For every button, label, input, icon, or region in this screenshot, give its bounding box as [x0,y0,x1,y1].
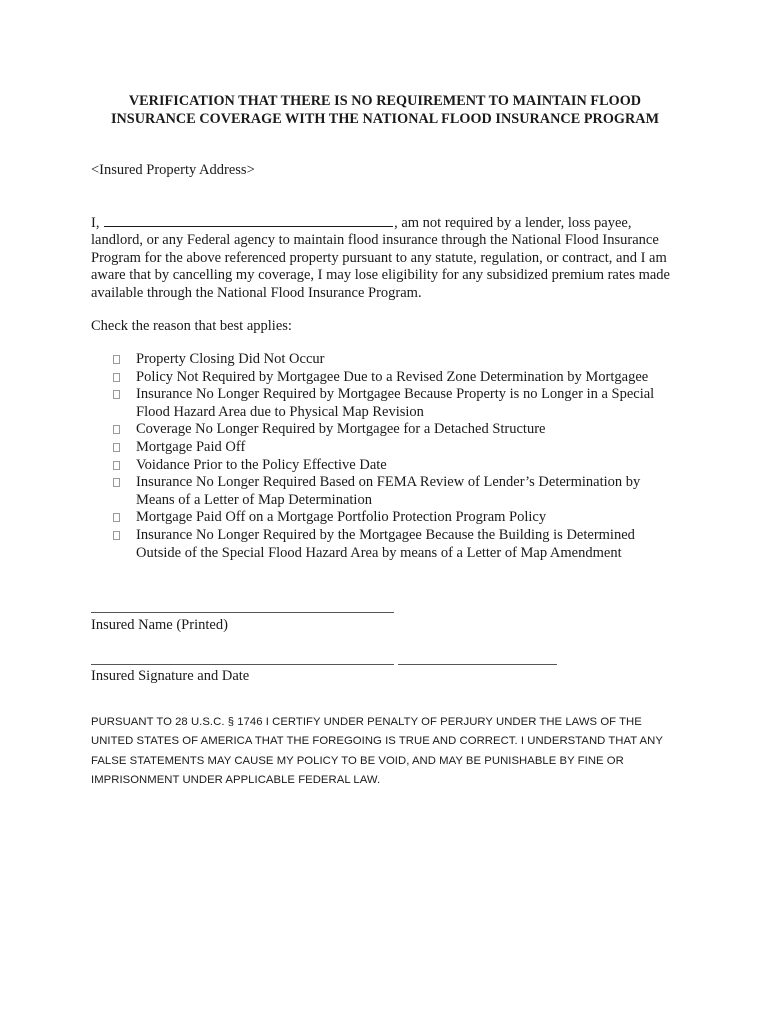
certification-line-2: UNITED STATES OF AMERICA THAT THE FOREGOING IS TRUE AND CORRECT. I UNDERSTAND THAT ANY [91,735,663,748]
reason-text-line-1: Policy Not Required by Mortgagee Due to a Revised Zone Determination by Mortgagee [136,368,649,385]
statement-line-5: available through the National Flood Insurance Program. [91,284,422,301]
reason-text-line-1: Insurance No Longer Required by the Mortgagee Because the Building is Determined [136,526,635,543]
insured-name-line[interactable] [91,612,394,613]
statement-prefix: I, [91,215,100,231]
checkbox[interactable] [113,373,120,382]
checkbox[interactable] [113,355,120,364]
reason-text-line-2: Outside of the Special Flood Hazard Area by means of a Letter of Map Amendment [136,544,622,561]
reason-text-line-1: Insurance No Longer Required by Mortgagee Because Property is no Longer in a Special [136,386,655,403]
certification-line-1: PURSUANT TO 28 U.S.C. § 1746 I CERTIFY UNDER PENALTY OF PERJURY UNDER THE LAWS OF THE [91,716,642,728]
checkbox[interactable] [113,531,120,540]
reason-item[interactable] [113,421,693,439]
reason-text-line-1: Mortgage Paid Off [136,438,246,455]
statement-line-2: landlord, or any Federal agency to maintain flood insurance through the National Flood Insurance [91,232,659,249]
reason-item[interactable] [113,439,693,457]
checkbox[interactable] [113,425,120,434]
reason-item[interactable] [113,386,693,421]
checkbox[interactable] [113,390,120,399]
property-address-placeholder[interactable]: <Insured Property Address> [91,162,255,178]
reason-item[interactable] [113,509,693,527]
signature-date-line[interactable] [398,664,557,665]
reason-text-line-2: Flood Hazard Area due to Physical Map Revision [136,403,424,420]
reason-item[interactable] [113,527,693,562]
statement-line-3: Program for the above referenced property pursuant to any statute, regulation, or contract, and I am [91,249,667,266]
reason-text-line-1: Mortgage Paid Off on a Mortgage Portfolio Protection Program Policy [136,509,547,526]
insured-signature-line[interactable] [91,664,394,665]
reason-text-line-1: Insurance No Longer Required Based on FEMA Review of Lender’s Determination by [136,474,641,491]
statement-line-1-suffix: , am not required by a lender, loss payee, [394,215,632,231]
statement-line-4: aware that by cancelling my coverage, I may lose eligibility for any subsidized premium rates made [91,267,670,284]
insured-name-blank[interactable] [104,213,393,227]
title-line-1: VERIFICATION THAT THERE IS NO REQUIREMENT TO MAINTAIN FLOOD [128,93,642,109]
verification-statement [91,213,681,302]
insured-signature-label: Insured Signature and Date [91,668,250,684]
insured-name-label: Insured Name (Printed) [91,617,228,633]
document-title [80,93,690,128]
reason-text-line-2: Means of a Letter of Map Determination [136,491,372,508]
checkbox[interactable] [113,478,120,487]
check-instruction: Check the reason that best applies: [91,318,292,334]
reason-text-line-1: Voidance Prior to the Policy Effective Date [136,456,387,473]
certification-line-3: FALSE STATEMENTS MAY CAUSE MY POLICY TO BE VOID, AND MAY BE PUNISHABLE BY FINE OR [91,754,624,767]
certification-line-4: IMPRISONMENT UNDER APPLICABLE FEDERAL LAW. [91,773,381,786]
reason-text-line-1: Coverage No Longer Required by Mortgagee for a Detached Structure [136,421,546,438]
perjury-certification [91,713,691,790]
title-line-2: INSURANCE COVERAGE WITH THE NATIONAL FLOOD INSURANCE PROGRAM [110,110,660,127]
reason-item[interactable] [113,474,693,509]
checkbox[interactable] [113,443,120,452]
reason-item[interactable] [113,351,693,369]
checkbox[interactable] [113,461,120,470]
reason-checklist [113,351,693,562]
checkbox[interactable] [113,513,120,522]
statement-line-1 [91,213,681,232]
reason-item[interactable] [113,457,693,475]
reason-text-line-1: Property Closing Did Not Occur [136,351,325,367]
reason-item[interactable] [113,369,693,387]
